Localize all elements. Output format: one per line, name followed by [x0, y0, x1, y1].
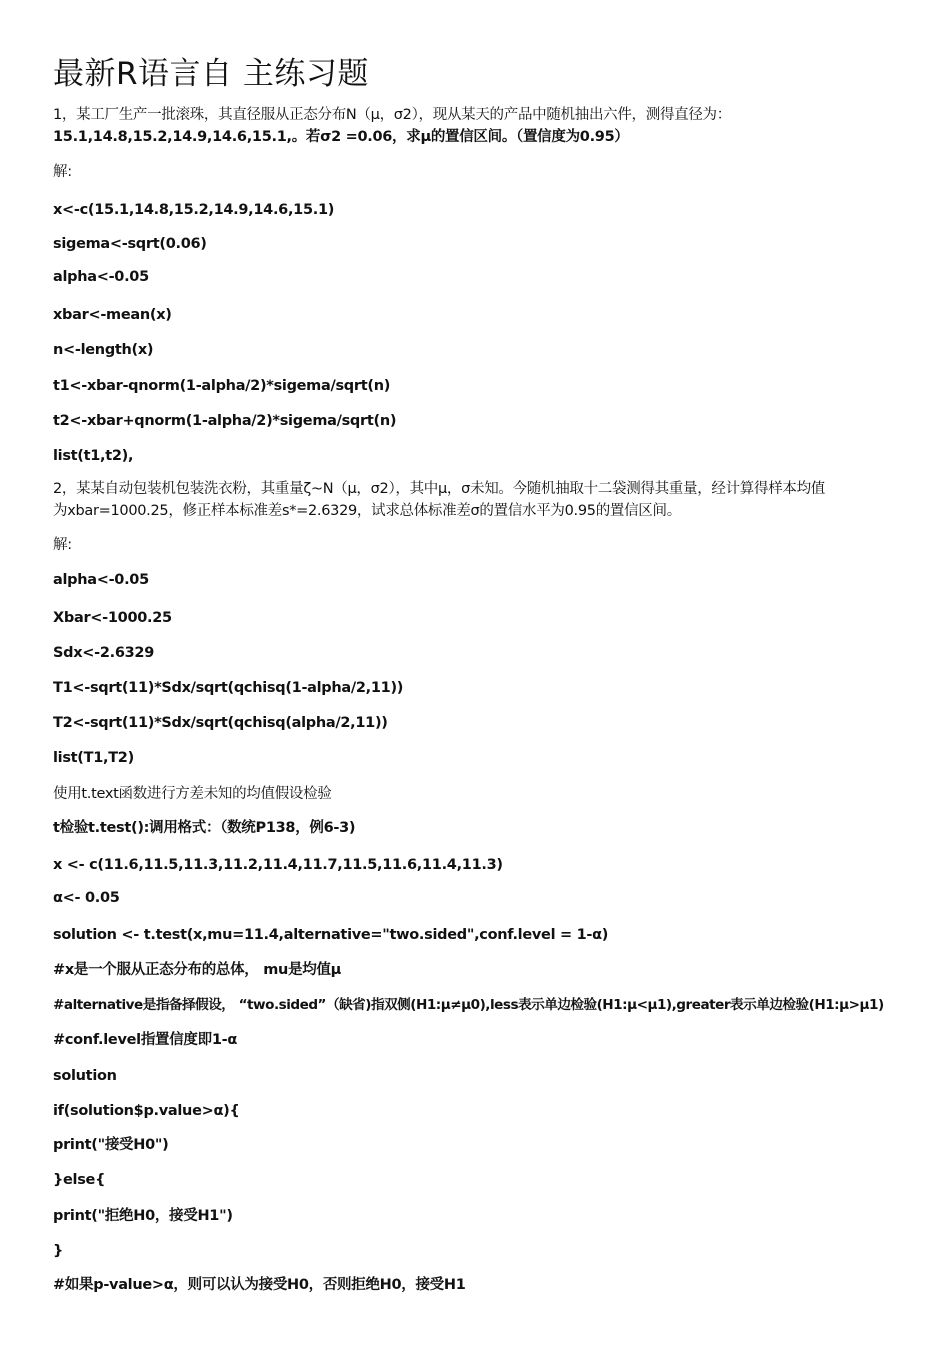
code-line: alpha<-0.05 — [53, 269, 149, 285]
text-line: t检验t.test():调用格式：（数统P138，例6-3) — [53, 820, 356, 836]
code-line: t1<-xbar-qnorm(1-alpha/2)*sigema/sqrt(n) — [53, 378, 391, 394]
code-line: print("接受H0") — [53, 1137, 169, 1153]
page-title: 最新R语言自 主练习题 — [53, 56, 369, 92]
comment-line: #conf.level指置信度即1-α — [53, 1032, 237, 1048]
code-line: if(solution$p.value>α){ — [53, 1103, 240, 1119]
code-line: T2<-sqrt(11)*Sdx/sqrt(qchisq(alpha/2,11)) — [53, 715, 388, 731]
code-line: Sdx<-2.6329 — [53, 645, 154, 661]
code-line: solution <- t.test(x,mu=11.4,alternative="two.sided",conf.level = 1-α) — [53, 927, 609, 943]
code-line: n<-length(x) — [53, 342, 154, 358]
code-line: x <- c(11.6,11.5,11.3,11.2,11.4,11.7,11.5,11.6,11.4,11.3) — [53, 857, 503, 873]
code-line: x<-c(15.1,14.8,15.2,14.9,14.6,15.1) — [53, 202, 335, 218]
question-1 — [53, 104, 893, 148]
code-line: }else{ — [53, 1172, 106, 1188]
question-1-line-2: 15.1,14.8,15.2,14.9,14.6,15.1,。若σ2 =0.06，求μ的置信区间。（置信度为0.95） — [53, 129, 629, 145]
question-1-line-1: 1，某工厂生产一批滚珠，其直径服从正态分布N（μ，σ2），现从某天的产品中随机抽出六件，测得直径为： — [53, 107, 731, 123]
question-2-line-1: 2，某某自动包装机包装洗衣粉，其重量ζ~N（μ，σ2），其中μ，σ未知。今随机抽取十二袋测得其重量，经计算得样本均值 — [53, 481, 826, 497]
comment-line: #如果p-value>α，则可以认为接受H0，否则拒绝H0，接受H1 — [53, 1277, 466, 1293]
question-2-line-2: 为xbar=1000.25，修正样本标准差s*=2.6329，试求总体标准差σ的置信水平为0.95的置信区间。 — [53, 503, 681, 519]
code-line: print("拒绝H0，接受H1") — [53, 1208, 233, 1224]
code-line: T1<-sqrt(11)*Sdx/sqrt(qchisq(1-alpha/2,11)) — [53, 680, 404, 696]
solution-label-2: 解: — [53, 537, 72, 553]
comment-line: #x是一个服从正态分布的总体， mu是均值μ — [53, 962, 342, 978]
solution-label-1: 解: — [53, 164, 72, 180]
code-line: list(t1,t2), — [53, 448, 134, 464]
code-line: sigema<-sqrt(0.06) — [53, 236, 207, 252]
code-line: } — [53, 1243, 64, 1259]
code-line: α<- 0.05 — [53, 890, 120, 906]
code-line: t2<-xbar+qnorm(1-alpha/2)*sigema/sqrt(n) — [53, 413, 397, 429]
comment-line: #alternative是指备择假设， “two.sided”（缺省)指双侧(H1:μ≠μ0),less表示单边检验(H1:μ<μ1),greater表示单边检验(H1:μ>μ1) — [53, 997, 884, 1013]
code-line: alpha<-0.05 — [53, 572, 149, 588]
text-line: 使用t.text函数进行方差未知的均值假设检验 — [53, 786, 332, 802]
code-line: Xbar<-1000.25 — [53, 610, 172, 626]
code-line: xbar<-mean(x) — [53, 307, 172, 323]
code-line: solution — [53, 1068, 117, 1084]
code-line: list(T1,T2) — [53, 750, 134, 766]
question-2 — [53, 478, 893, 522]
